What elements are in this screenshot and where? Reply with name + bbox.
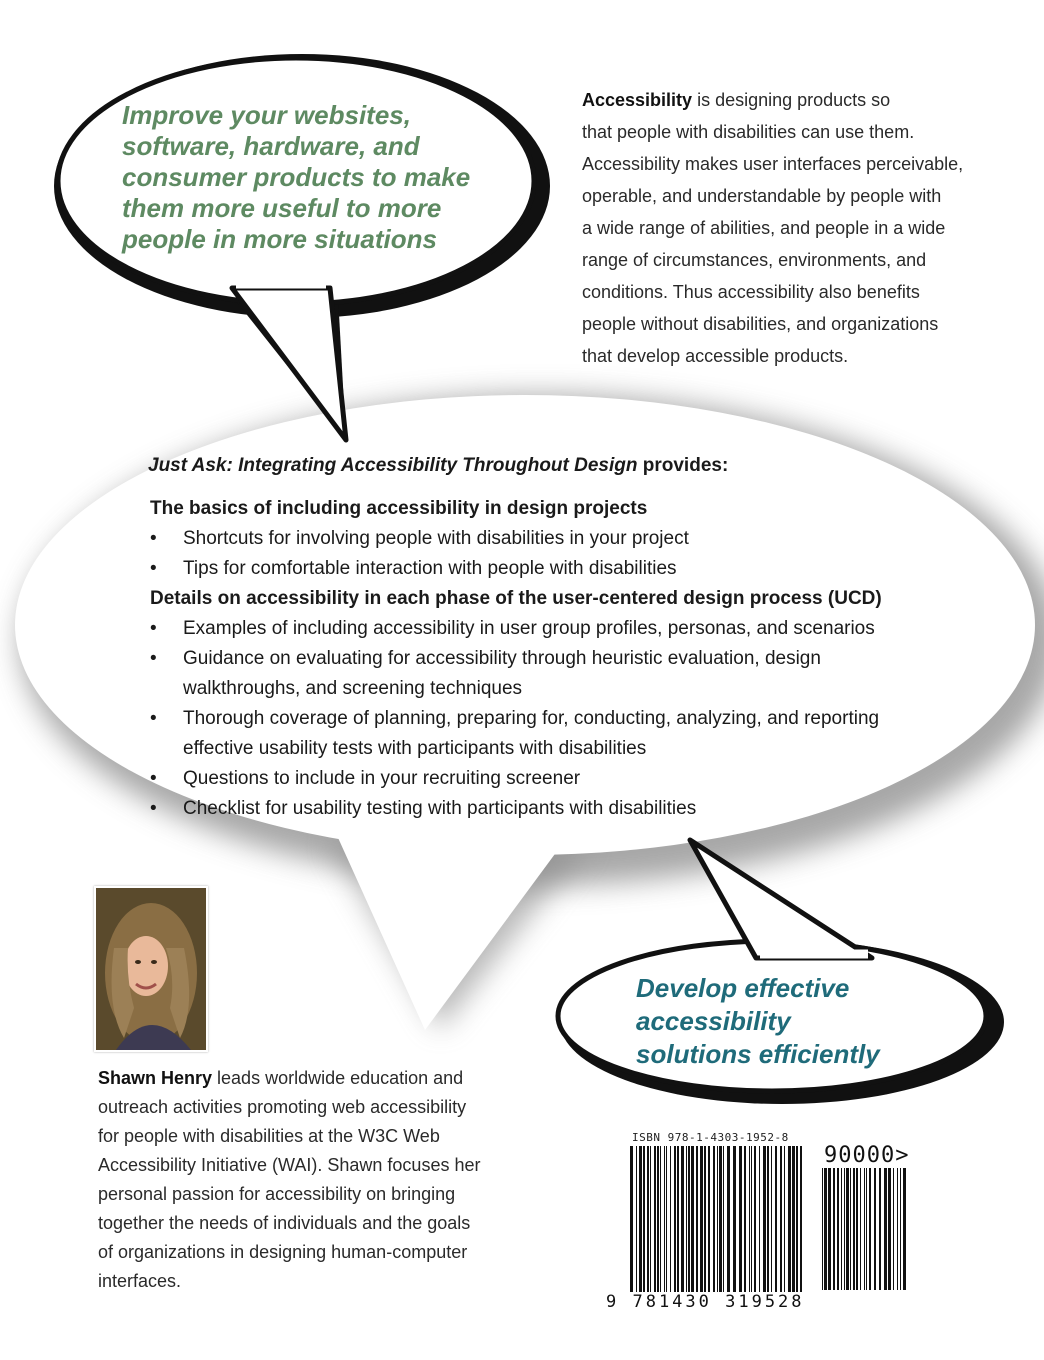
barcode-bar — [691, 1146, 694, 1296]
barcode-bar — [686, 1146, 687, 1296]
provides-heading — [148, 452, 988, 480]
list-item — [148, 614, 988, 644]
barcode-bar — [700, 1146, 703, 1296]
bio-line: of organizations in designing human-computer — [98, 1242, 468, 1262]
list-item-text: effective usability tests with participants with disabilities — [183, 738, 647, 759]
list-item — [148, 554, 988, 584]
barcode-bar — [744, 1146, 746, 1296]
barcode-bar — [837, 1168, 839, 1290]
bottom-bubble-line: accessibility — [636, 1006, 791, 1036]
barcode-bar — [850, 1168, 851, 1290]
barcode-bar — [860, 1168, 861, 1290]
barcode-bar — [639, 1146, 642, 1296]
author-bio — [98, 1064, 508, 1296]
barcode-bar — [844, 1168, 845, 1290]
bullet-icon: • — [150, 708, 157, 729]
list-item-text: Shortcuts for involving people with disabilities in your project — [183, 528, 689, 549]
top-bubble-line: Improve your websites, — [122, 100, 411, 130]
bottom-bubble-line: Develop effective — [636, 973, 850, 1003]
bullet-list — [148, 614, 988, 824]
bullet-icon: • — [150, 768, 157, 789]
list-item — [148, 794, 988, 824]
bio-line: personal passion for accessibility on bringing — [98, 1184, 456, 1204]
barcode-bar — [856, 1168, 858, 1290]
barcode-bar — [846, 1168, 849, 1290]
barcode-bar — [853, 1168, 855, 1290]
bio-line: together the needs of individuals and the goals — [98, 1213, 471, 1233]
barcode-bar — [824, 1168, 827, 1290]
list-item — [148, 524, 988, 554]
barcode-bar — [664, 1146, 665, 1296]
barcode-bar — [650, 1146, 651, 1296]
list-item-text: Guidance on evaluating for accessibility through heuristic evaluation, design — [183, 648, 821, 669]
barcode-bar — [822, 1168, 823, 1290]
bio-line: Accessibility Initiative (WAI). Shawn focuses her — [98, 1155, 481, 1175]
barcode-bar — [796, 1146, 798, 1296]
bottom-bubble-line: solutions efficiently — [636, 1039, 880, 1069]
isbn-label: ISBN 978-1-4303-1952-8 — [632, 1131, 789, 1144]
barcode-bar — [674, 1146, 676, 1296]
barcode-bar — [903, 1168, 906, 1290]
author-name: Shawn Henry — [98, 1068, 213, 1088]
bio-line: interfaces. — [98, 1271, 182, 1291]
barcode-bar — [696, 1146, 698, 1296]
provides-suffix: provides: — [637, 455, 729, 476]
section-heading: The basics of including accessibility in design projects — [150, 498, 648, 519]
bio-line: outreach activities promoting web accessibility — [98, 1097, 467, 1117]
bio-line: for people with disabilities at the W3C Web — [98, 1126, 440, 1146]
barcode-bar — [754, 1146, 756, 1296]
ean-number: 9 781430 319528 — [606, 1292, 805, 1312]
barcode-bar — [884, 1168, 887, 1290]
book-provides-section — [148, 452, 988, 824]
barcode-bar — [828, 1168, 831, 1290]
intro-line: Accessibility makes user interfaces perceivable, — [582, 154, 964, 174]
barcode-bar — [767, 1146, 769, 1296]
portrait-image — [96, 888, 206, 1050]
section-heading: Details on accessibility in each phase of the user-centered design process (UCD) — [150, 588, 882, 609]
barcode-bar — [677, 1146, 679, 1296]
bullet-icon: • — [150, 528, 157, 549]
barcode-bar — [666, 1146, 667, 1296]
top-bubble-line: software, hardware, and — [122, 131, 420, 161]
barcode-bar — [780, 1146, 782, 1296]
barcode-bar — [636, 1146, 637, 1296]
list-item-text: Thorough coverage of planning, preparing for, conducting, analyzing, and reporting — [183, 708, 880, 729]
barcode-bar — [657, 1146, 659, 1296]
top-bubble-text — [122, 100, 542, 255]
barcode-bar — [643, 1146, 645, 1296]
top-bubble-line: them more useful to more — [122, 193, 442, 223]
barcode-bar — [727, 1146, 730, 1296]
barcode-bar — [888, 1168, 891, 1290]
bullet-icon: • — [150, 648, 157, 669]
list-item — [148, 644, 988, 704]
barcode-bar — [833, 1168, 835, 1290]
barcode-bar — [704, 1146, 706, 1296]
barcode-bar — [771, 1146, 772, 1296]
barcode-bar — [874, 1168, 876, 1290]
barcode-bar — [900, 1168, 901, 1290]
intro-line: that people with disabilities can use them. — [582, 122, 915, 142]
bullet-list — [148, 524, 988, 584]
barcode-bar — [670, 1146, 671, 1296]
barcode-bar — [792, 1146, 795, 1296]
barcode-bar — [759, 1146, 760, 1296]
bio-line-text: leads worldwide education and — [212, 1068, 464, 1088]
top-bubble-line: consumer products to make — [122, 162, 471, 192]
accessibility-definition — [582, 84, 1012, 372]
top-bubble-line: people in more situations — [122, 224, 437, 254]
barcode-bar — [688, 1146, 690, 1296]
intro-line-text: is designing products so — [692, 90, 891, 110]
barcode-bar — [897, 1168, 898, 1290]
barcode-bar — [647, 1146, 649, 1296]
accessibility-term: Accessibility — [582, 90, 693, 110]
barcode-bar — [788, 1146, 791, 1296]
list-item-text: Tips for comfortable interaction with people with disabilities — [183, 558, 677, 579]
barcode-bar — [681, 1146, 684, 1296]
barcode-bar — [879, 1168, 881, 1290]
barcode-bar — [749, 1146, 750, 1296]
bullet-icon: • — [150, 798, 157, 819]
intro-line: range of circumstances, environments, and — [582, 250, 927, 270]
barcode-bar — [739, 1146, 742, 1296]
author-photo — [94, 886, 208, 1052]
list-item — [148, 704, 988, 764]
barcode-bar — [893, 1168, 894, 1290]
bullet-icon: • — [150, 558, 157, 579]
barcode-bar — [751, 1146, 752, 1296]
barcode-bar — [713, 1146, 715, 1296]
bullet-icon: • — [150, 618, 157, 639]
intro-line: that develop accessible products. — [582, 346, 849, 366]
barcode-bar — [866, 1168, 867, 1290]
price-code: 90000> — [824, 1143, 910, 1168]
barcode-bar — [763, 1146, 766, 1296]
barcode-bar — [864, 1168, 865, 1290]
addon-barcode — [820, 1168, 910, 1290]
barcode-bar — [723, 1146, 724, 1296]
intro-line: a wide range of abilities, and people in a wide — [582, 218, 946, 238]
intro-line — [582, 84, 1012, 116]
intro-line: conditions. Thus accessibility also benefits — [582, 282, 920, 302]
bottom-bubble-text — [636, 972, 936, 1071]
barcode-bar — [660, 1146, 661, 1296]
intro-line: operable, and understandable by people with — [582, 186, 942, 206]
list-item-text: Checklist for usability testing with participants with disabilities — [183, 798, 697, 819]
list-item-text: Examples of including accessibility in user group profiles, personas, and scenarios — [183, 618, 875, 639]
barcode-bar — [784, 1146, 785, 1296]
barcode-bar — [719, 1146, 722, 1296]
bio-line — [98, 1064, 508, 1093]
barcode-bar — [630, 1146, 633, 1296]
ean-barcode — [628, 1146, 806, 1296]
list-item — [148, 764, 988, 794]
list-item-text: Questions to include in your recruiting screener — [183, 768, 581, 789]
intro-line: people without disabilities, and organizations — [582, 314, 939, 334]
list-item-text: walkthroughs, and screening techniques — [183, 678, 523, 699]
barcode-bar — [708, 1146, 710, 1296]
barcode-bar — [800, 1146, 802, 1296]
barcode-bar — [717, 1146, 718, 1296]
barcode-bar — [654, 1146, 656, 1296]
barcode-bar — [775, 1146, 777, 1296]
book-title: Just Ask: Integrating Accessibility Throughout Design — [148, 455, 638, 476]
barcode-bar — [869, 1168, 871, 1290]
barcode-bar — [733, 1146, 736, 1296]
barcode-bar — [841, 1168, 842, 1290]
